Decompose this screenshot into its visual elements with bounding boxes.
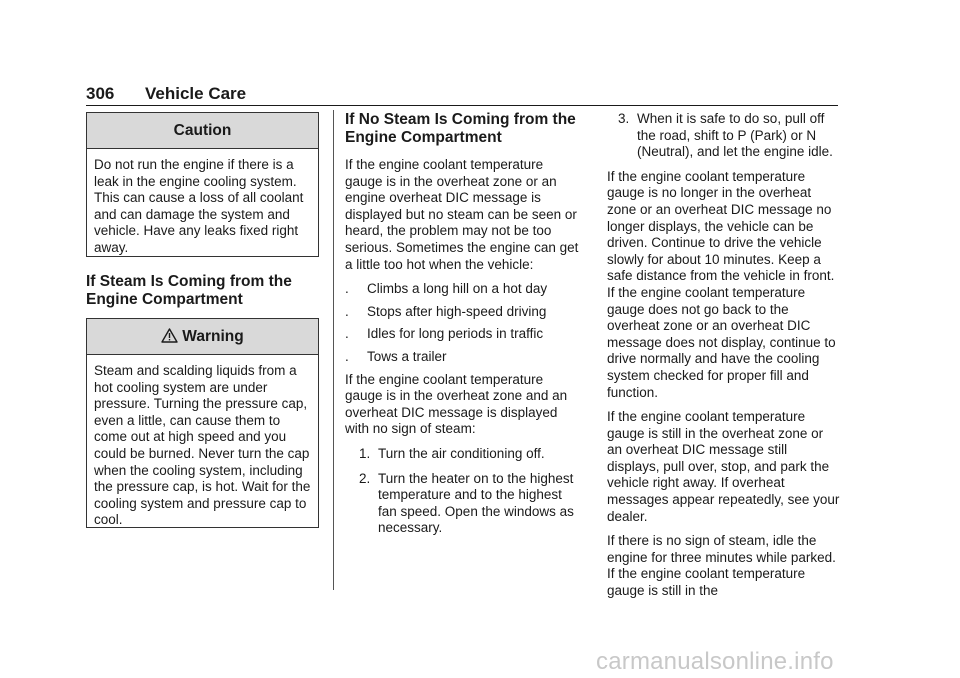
bullet-marker: . xyxy=(345,281,349,297)
step-item: 3. When it is safe to do so, pull off the road, shift to P (Park) or N (Neutral), and let the engine idle. xyxy=(618,111,833,160)
section-title: Vehicle Care xyxy=(145,84,247,103)
list-item: . Tows a trailer xyxy=(345,348,447,364)
no-steam-heading: If No Steam Is Coming from the Engine Compartment xyxy=(345,111,576,146)
warning-text: Steam and scalding liquids from a hot cooling system are under pressure. Turning the pressure cap, even a little, can cause them to come out at high speed and you could be burned. Never turn the cap when the cooling system, including the pressure cap, is hot. Wait for the cooling system and pressure cap to cool. xyxy=(94,363,311,528)
no-steam-intro: If the engine coolant temperature gauge is in the overheat zone or an engine overheat DIC message is displayed but no steam can be seen or heard, the problem may not be too serious. Sometimes the engine can get a little too hot when the vehicle: xyxy=(345,157,579,272)
page-number: 306 xyxy=(86,84,115,103)
warning-triangle-icon xyxy=(161,321,178,356)
no-steam-para2: If the engine coolant temperature gauge is in the overheat zone and an overheat DIC message is displayed with no sign of steam: xyxy=(345,371,568,437)
continued-section xyxy=(607,111,841,608)
column-divider xyxy=(333,110,334,590)
steam-section xyxy=(86,273,319,319)
no-steam-section xyxy=(345,111,581,545)
list-item: . Stops after high-speed driving xyxy=(345,303,547,319)
caution-text: Do not run the engine if there is a leak in the engine cooling system. This can cause a loss of all coolant and can damage the system and vehicle. Have any leaks fixed right away. xyxy=(94,157,304,255)
bullet-marker: . xyxy=(345,348,349,364)
step-item: 2. Turn the heater on to the highest temperature and to the highest fan speed. Open the windows as necessary. xyxy=(359,470,574,536)
warning-title: Warning xyxy=(182,328,244,345)
bullet-marker: . xyxy=(345,303,349,319)
steam-heading: If Steam Is Coming from the Engine Compartment xyxy=(86,273,292,308)
list-item: . Idles for long periods in traffic xyxy=(345,326,544,342)
caution-title: Caution xyxy=(87,113,318,149)
bullet-marker: . xyxy=(345,326,349,342)
header-rule xyxy=(86,105,838,106)
step-item: 1. Turn the air conditioning off. xyxy=(359,445,545,461)
no-steam-para5: If there is no sign of steam, idle the engine for three minutes while parked. If the engine coolant temperature gauge is still in the xyxy=(607,533,836,599)
no-steam-para4: If the engine coolant temperature gauge is still in the overheat zone or an overheat DIC message still displays, pull over, stop, and park the vehicle right away. If overheat messages appear repeatedly, see your dealer. xyxy=(607,409,840,524)
watermark: carmanualsonline.info xyxy=(596,648,834,675)
caution-box xyxy=(86,112,319,257)
warning-header xyxy=(87,319,318,355)
list-item: . Climbs a long hill on a hot day xyxy=(345,281,548,297)
warning-box xyxy=(86,318,319,528)
no-steam-para3: If the engine coolant temperature gauge is no longer in the overheat zone or an overheat DIC message no longer displays, the vehicle can be driven. Continue to drive the vehicle slowly for about 10 minutes. Keep a safe distance from the vehicle in front. If the engine coolant temperature gauge does not go back to the overheat zone or an overheat DIC message does not display, continue to drive normally and have the cooling system checked for proper fill and function. xyxy=(607,168,836,400)
